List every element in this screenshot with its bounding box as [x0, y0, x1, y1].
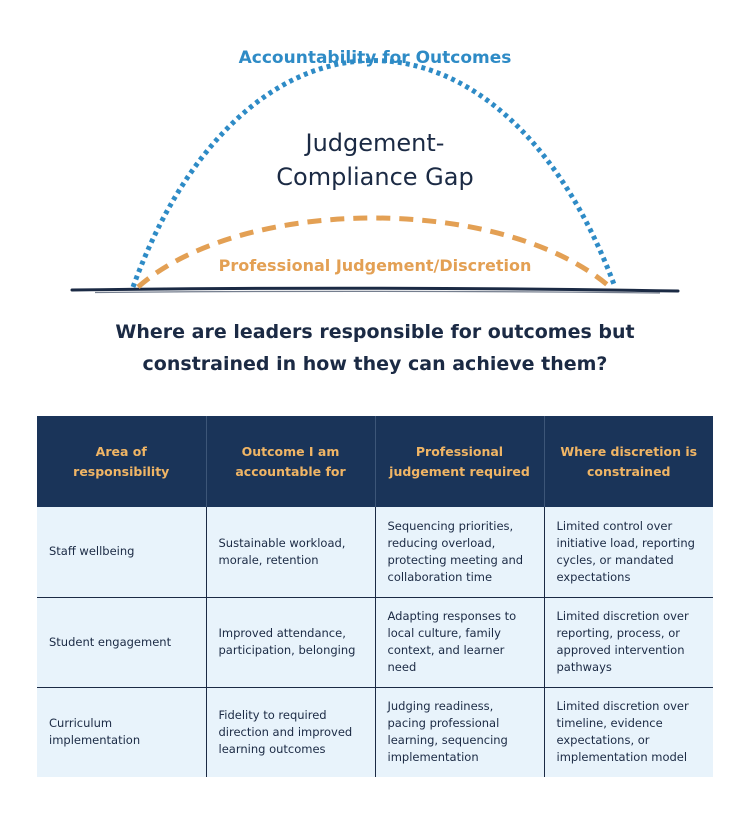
gap-title: [0, 126, 750, 194]
inner-arc-label: Professional Judgement/Discretion: [218, 256, 532, 275]
table-row: [37, 687, 713, 777]
table-row: [37, 507, 713, 597]
responsibility-table: [37, 416, 713, 777]
gap-title-line2: Compliance Gap: [276, 163, 474, 191]
baseline: [72, 288, 678, 291]
header-constraint: Where discretion is constrained: [544, 416, 713, 507]
header-area: Area of responsibility: [37, 416, 206, 507]
baseline-shadow: [95, 291, 660, 293]
cell-constraint: Limited discretion over timeline, evidence expectations, or implementation model: [544, 687, 713, 777]
cell-area: Curriculum implementation: [37, 687, 206, 777]
judgement-compliance-diagram: [0, 0, 750, 300]
cell-judgement: Adapting responses to local culture, family context, and learner need: [375, 597, 544, 687]
cell-area: Student engagement: [37, 597, 206, 687]
cell-judgement: Judging readiness, pacing professional learning, sequencing implementation: [375, 687, 544, 777]
outer-arc-label: Accountability for Outcomes: [238, 48, 512, 68]
cell-constraint: Limited control over initiative load, reporting cycles, or mandated expectations: [544, 507, 713, 597]
cell-outcome: Fidelity to required direction and improved learning outcomes: [206, 687, 375, 777]
cell-area: Staff wellbeing: [37, 507, 206, 597]
cell-constraint: Limited discretion over reporting, process, or approved intervention pathways: [544, 597, 713, 687]
header-outcome: Outcome I am accountable for: [206, 416, 375, 507]
cell-judgement: Sequencing priorities, reducing overload, protecting meeting and collaboration time: [375, 507, 544, 597]
gap-title-line1: Judgement-: [305, 129, 445, 157]
cell-outcome: Improved attendance, participation, belonging: [206, 597, 375, 687]
header-judgement: Professional judgement required: [375, 416, 544, 507]
table-header-row: [37, 416, 713, 507]
question-heading: [0, 316, 750, 380]
table: [37, 416, 713, 777]
question-line1: Where are leaders responsible for outcomes but: [115, 321, 635, 343]
table-row: [37, 597, 713, 687]
cell-outcome: Sustainable workload, morale, retention: [206, 507, 375, 597]
inner-discretion-arc: [138, 218, 610, 287]
question-line2: constrained in how they can achieve them?: [142, 353, 608, 375]
